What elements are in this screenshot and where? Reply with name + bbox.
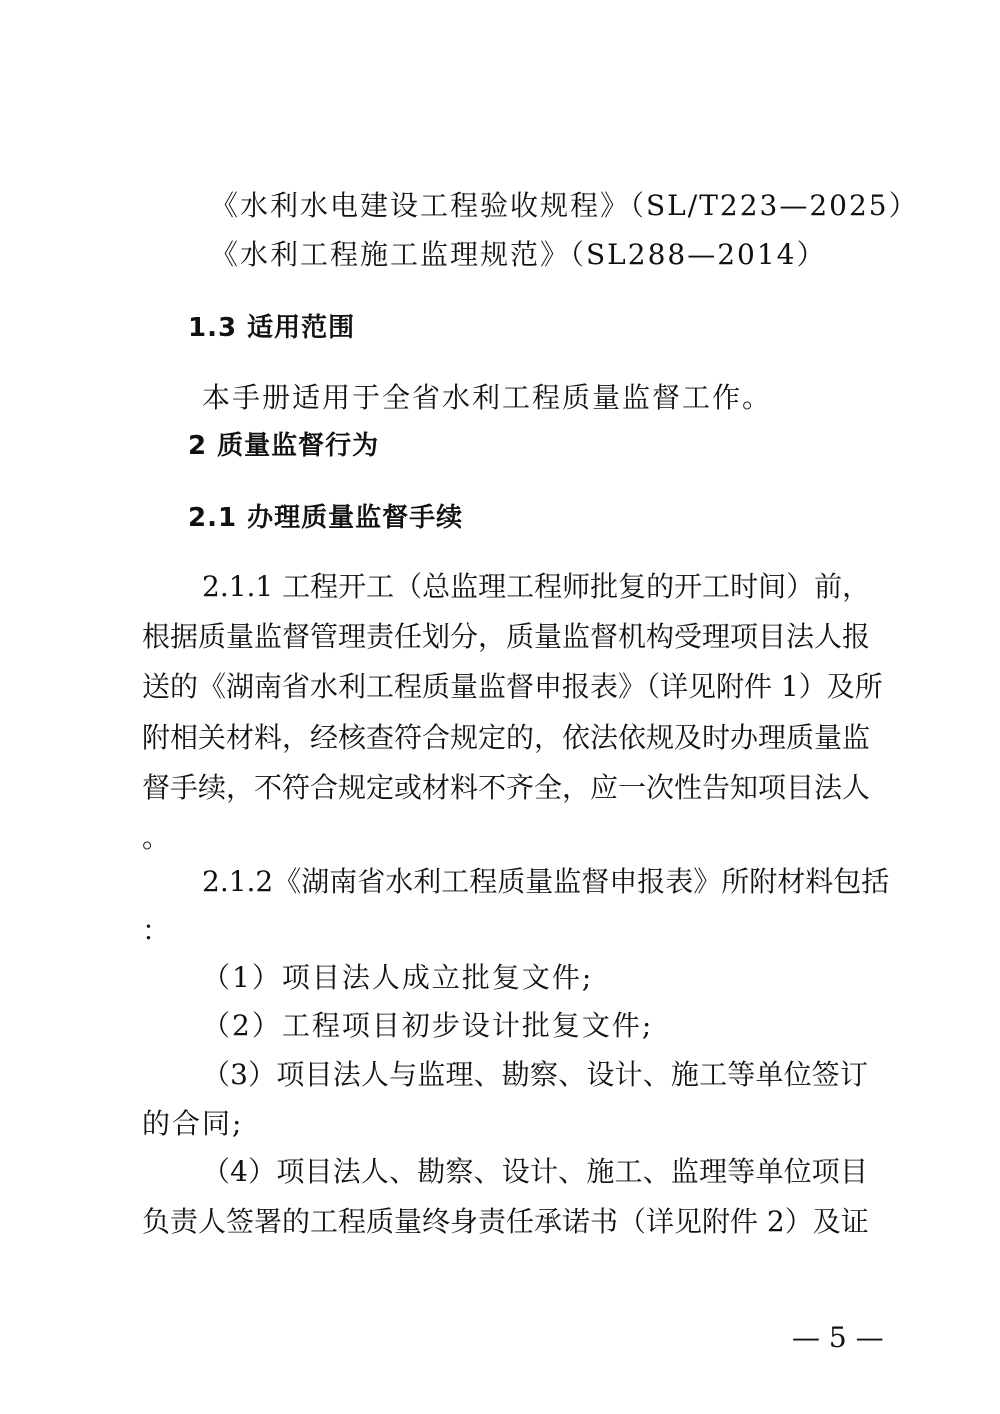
list-item-4-line-2: 负责人签署的工程质量终身责任承诺书（详见附件 2）及证 [142, 1205, 869, 1238]
scope-paragraph: 本手册适用于全省水利工程质量监督工作。 [202, 381, 773, 414]
para-2-1-1-line-5: 督手续，不符合规定或材料不齐全，应一次性告知项目法人 [142, 771, 871, 804]
list-item-3-line-1: （3）项目法人与监理、勘察、设计、施工等单位签订 [202, 1058, 868, 1091]
para-2-1-2-line-2: ： [142, 914, 173, 947]
para-2-1-2-line-1: 2.1.2《湖南省水利工程质量监督申报表》所附材料包括 [202, 865, 890, 898]
para-2-1-1-line-4: 附相关材料，经核查符合规定的，依法依规及时办理质量监 [142, 721, 871, 754]
heading-1-3: 1.3 适用范围 [188, 313, 356, 343]
standard-ref-1: 《水利水电建设工程验收规程》（SL/T223—2025） [210, 189, 919, 222]
para-2-1-1-line-2: 根据质量监督管理责任划分，质量监督机构受理项目法人报 [142, 620, 871, 653]
list-item-4-line-1: （4）项目法人、勘察、设计、施工、监理等单位项目 [202, 1155, 868, 1188]
standard-ref-2: 《水利工程施工监理规范》（SL288—2014） [210, 238, 827, 271]
para-2-1-1-line-1: 2.1.1 工程开工（总监理工程师批复的开工时间）前， [202, 570, 871, 603]
heading-2-1: 2.1 办理质量监督手续 [188, 503, 464, 533]
para-2-1-1-line-6: 。 [142, 821, 173, 854]
list-item-2: （2）工程项目初步设计批复文件; [202, 1009, 654, 1042]
list-item-1: （1）项目法人成立批复文件; [202, 961, 594, 994]
page-number: — 5 — [792, 1321, 884, 1354]
para-2-1-1-line-3: 送的《湖南省水利工程质量监督申报表》（详见附件 1）及所 [142, 670, 883, 703]
heading-2: 2 质量监督行为 [188, 431, 380, 461]
list-item-3-line-2: 的合同; [142, 1107, 244, 1140]
